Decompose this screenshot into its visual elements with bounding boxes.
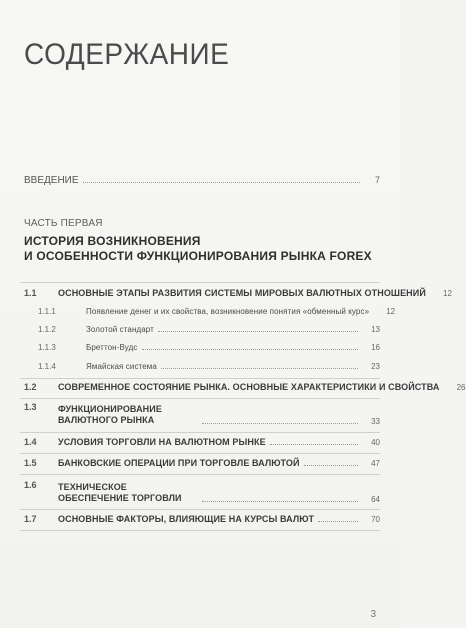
toc-row-sub: [20, 341, 380, 353]
part-title-line-2: И ОСОБЕННОСТИ ФУНКЦИОНИРОВАНИЯ РЫНКА FOREX: [24, 249, 372, 263]
divider: [20, 282, 380, 283]
toc-leader-dots: [202, 422, 358, 424]
page-title: СОДЕРЖАНИЕ: [24, 38, 230, 71]
toc-label: Бреттон-Вудс: [86, 342, 138, 352]
toc-number: 1.1.2: [38, 324, 56, 334]
part-title: [24, 234, 374, 264]
toc-leader-dots: [161, 367, 358, 369]
toc-row-sub: [20, 323, 380, 335]
toc-row: [20, 381, 466, 393]
toc-leader-dots: [270, 443, 358, 445]
toc-page: 12: [443, 288, 452, 298]
toc-label-line-2: ВАЛЮТНОГО РЫНКА: [58, 415, 155, 425]
toc-intro-page: 7: [374, 175, 380, 185]
toc-intro-row: [24, 172, 380, 188]
toc-label: ОСНОВНЫЕ ЭТАПЫ РАЗВИТИЯ СИСТЕМЫ МИРОВЫХ ВАЛЮТНЫХ ОТНОШЕНИЙ: [58, 288, 426, 298]
toc-label: СОВРЕМЕННОЕ СОСТОЯНИЕ РЫНКА. ОСНОВНЫЕ ХАРАКТЕРИСТИКИ И СВОЙСТВА: [58, 382, 440, 392]
part-label: ЧАСТЬ ПЕРВАЯ: [24, 218, 103, 229]
toc-page: 26: [456, 382, 466, 392]
toc-leader-dots: [142, 348, 358, 350]
part-title-line-1: ИСТОРИЯ ВОЗНИКНОВЕНИЯ: [24, 234, 201, 248]
toc-leader-dots: [318, 520, 358, 522]
divider: [20, 432, 380, 433]
toc-number: 1.5: [24, 458, 37, 468]
toc-label: Появление денег и их свойства, возникновение понятия «обменный курс»: [86, 306, 370, 316]
toc-page: 70: [371, 514, 380, 524]
toc-label: Золотой стандарт: [86, 324, 154, 334]
toc-number: 1.2: [24, 382, 37, 392]
toc-page: 12: [386, 306, 396, 316]
toc-number: 1.1: [24, 288, 37, 298]
toc-leader-dots: [304, 464, 358, 466]
toc-row-sub: [20, 305, 396, 317]
toc-leader-dots: [202, 500, 358, 502]
toc-label-line-1: ТЕХНИЧЕСКОЕ: [58, 482, 127, 492]
toc-label: УСЛОВИЯ ТОРГОВЛИ НА ВАЛЮТНОМ РЫНКЕ: [58, 437, 266, 447]
toc-number: 1.1.1: [38, 306, 56, 316]
toc-intro-label: ВВЕДЕНИЕ: [24, 174, 79, 186]
toc-row: [20, 480, 380, 504]
page-number: 3: [370, 609, 376, 620]
toc-row: [20, 513, 380, 525]
toc-number: 1.7: [24, 514, 37, 524]
toc-label: БАНКОВСКИЕ ОПЕРАЦИИ ПРИ ТОРГОВЛЕ ВАЛЮТОЙ: [58, 458, 300, 468]
toc-page: 23: [371, 361, 380, 371]
toc-row-sub: [20, 360, 380, 372]
toc-page: 16: [371, 342, 380, 352]
toc-row: [20, 402, 380, 426]
toc-row: [20, 436, 380, 448]
toc-page: 64: [371, 495, 380, 504]
divider: [20, 530, 380, 531]
toc-label-line-1: ФУНКЦИОНИРОВАНИЕ: [58, 404, 162, 414]
toc-number: 1.6: [24, 480, 37, 490]
toc-page: 47: [371, 458, 380, 468]
divider: [20, 474, 380, 475]
toc-row: [20, 457, 380, 469]
divider: [20, 398, 380, 399]
toc-leader-dots: [158, 330, 358, 332]
divider: [20, 453, 380, 454]
toc-number: 1.1.3: [38, 342, 56, 352]
toc-leader-dots: [83, 181, 360, 183]
toc-number: 1.1.4: [38, 361, 56, 371]
divider: [20, 509, 380, 510]
toc-row: [20, 287, 452, 299]
toc-label: [58, 404, 198, 426]
toc-number: 1.3: [24, 402, 37, 412]
toc-page: 40: [371, 437, 380, 447]
toc-label: Ямайская система: [86, 361, 157, 371]
toc-number: 1.4: [24, 437, 37, 447]
toc-label: [58, 482, 198, 504]
toc-label-line-2: ОБЕСПЕЧЕНИЕ ТОРГОВЛИ: [58, 493, 182, 503]
toc-page: 33: [371, 417, 380, 426]
toc-label: ОСНОВНЫЕ ФАКТОРЫ, ВЛИЯЮЩИЕ НА КУРСЫ ВАЛЮТ: [58, 514, 315, 524]
divider: [20, 378, 380, 379]
toc-page: 13: [371, 324, 380, 334]
